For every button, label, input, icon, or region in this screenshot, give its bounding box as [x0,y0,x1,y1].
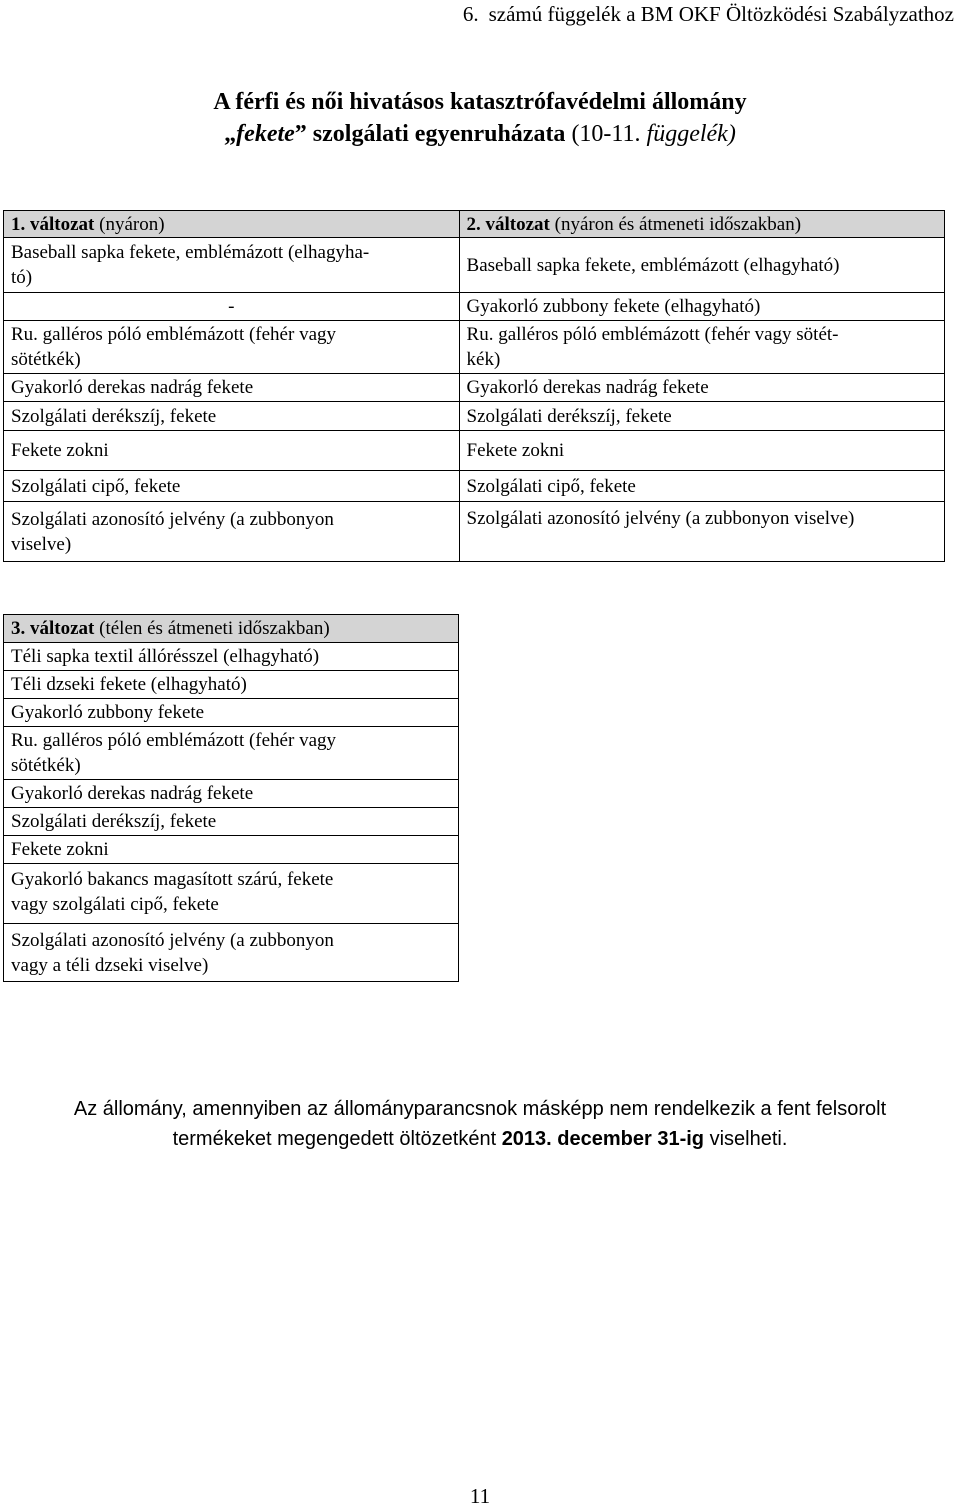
table-cell: Ru. galléros póló emblémázott (fehér vagy sötét- kék) [459,321,944,374]
table-cell: Baseball sapka fekete, emblémázott (elhagyható) [459,238,944,293]
table-row [4,643,459,671]
table-row [4,727,459,780]
table-cell: Gyakorló bakancs magasított szárú, fekete vagy szolgálati cipő, fekete [4,864,459,924]
table-cell: Fekete zokni [4,431,460,471]
table-cell: Baseball sapka fekete, emblémázott (elhagyha- tó) [4,238,460,293]
table-cell: Szolgálati azonosító jelvény (a zubbonyon viselve) [459,502,944,562]
table-row [4,808,459,836]
table-cell: Téli dzseki fekete (elhagyható) [4,671,459,699]
table-cell: Gyakorló derekas nadrág fekete [4,780,459,808]
table-cell: Gyakorló derekas nadrág fekete [459,374,944,402]
table-row [4,699,459,727]
title-line-2 [0,118,960,150]
variant-2-header: 2. változat (nyáron és átmeneti időszakban) [459,211,944,238]
table-row [4,836,459,864]
title-quote-open: „ [224,121,237,147]
table-row [4,502,945,562]
appendix-title: számú függelék a BM OKF Öltözködési Szabályzathoz [488,2,954,26]
title-line-2-rest: ” szolgálati egyenruházata [294,121,566,147]
title-line-1: A férfi és női hivatásos katasztrófavédelmi állomány [213,89,747,115]
variant-3-header: 3. változat (télen és átmeneti időszakban) [4,615,459,643]
variant-1-header: 1. változat (nyáron) [4,211,460,238]
table-row [4,671,459,699]
appendix-number: 6. [462,2,479,26]
table-cell: Fekete zokni [4,836,459,864]
table-row [4,374,945,402]
table-header-row [4,615,459,643]
note-line-1: Az állomány, amennyiben az állományparancsnok másképp nem rendelkezik a fent felsorolt [73,1098,887,1120]
deadline-date: 2013. december 31-ig [501,1128,705,1150]
table-row [4,471,945,502]
table-row [4,293,945,321]
table-cell: Szolgálati azonosító jelvény (a zubbonyon vagy a téli dzseki viselve) [4,924,459,982]
table-cell: Szolgálati cipő, fekete [4,471,460,502]
table-cell: Ru. galléros póló emblémázott (fehér vagy sötétkék) [4,321,460,374]
table-row [4,238,945,293]
document-title [0,86,960,150]
table-row [4,431,945,471]
page-number: 11 [469,1484,491,1508]
table-cell: Ru. galléros póló emblémázott (fehér vagy sötétkék) [4,727,459,780]
table-cell: Gyakorló zubbony fekete (elhagyható) [459,293,944,321]
table-cell: Szolgálati derékszíj, fekete [459,402,944,431]
table-cell: - [4,293,460,321]
title-paren-italic: függelék) [640,121,736,147]
table-cell: Szolgálati azonosító jelvény (a zubbonyon viselve) [4,502,460,562]
variant-3-table [3,614,459,982]
table-cell: Gyakorló zubbony fekete [4,699,459,727]
table-cell: Szolgálati cipő, fekete [459,471,944,502]
table-row [4,321,945,374]
table-cell: Szolgálati derékszíj, fekete [4,402,460,431]
validity-note [0,1094,960,1154]
title-italic-word: fekete [236,121,295,147]
table-row [4,924,459,982]
table-row [4,864,459,924]
note-line-2: termékeket megengedett öltözetként 2013. december 31-ig viselheti. [172,1128,788,1150]
table-cell: Téli sapka textil állórésszel (elhagyható) [4,643,459,671]
table-row [4,402,945,431]
variant-1-2-table [3,210,945,562]
table-cell: Szolgálati derékszíj, fekete [4,808,459,836]
table-cell: Fekete zokni [459,431,944,471]
table-row [4,780,459,808]
table-cell: Gyakorló derekas nadrág fekete [4,374,460,402]
title-paren-open: (10-11. [565,121,641,147]
page-header [463,0,954,28]
table-header-row [4,211,945,238]
